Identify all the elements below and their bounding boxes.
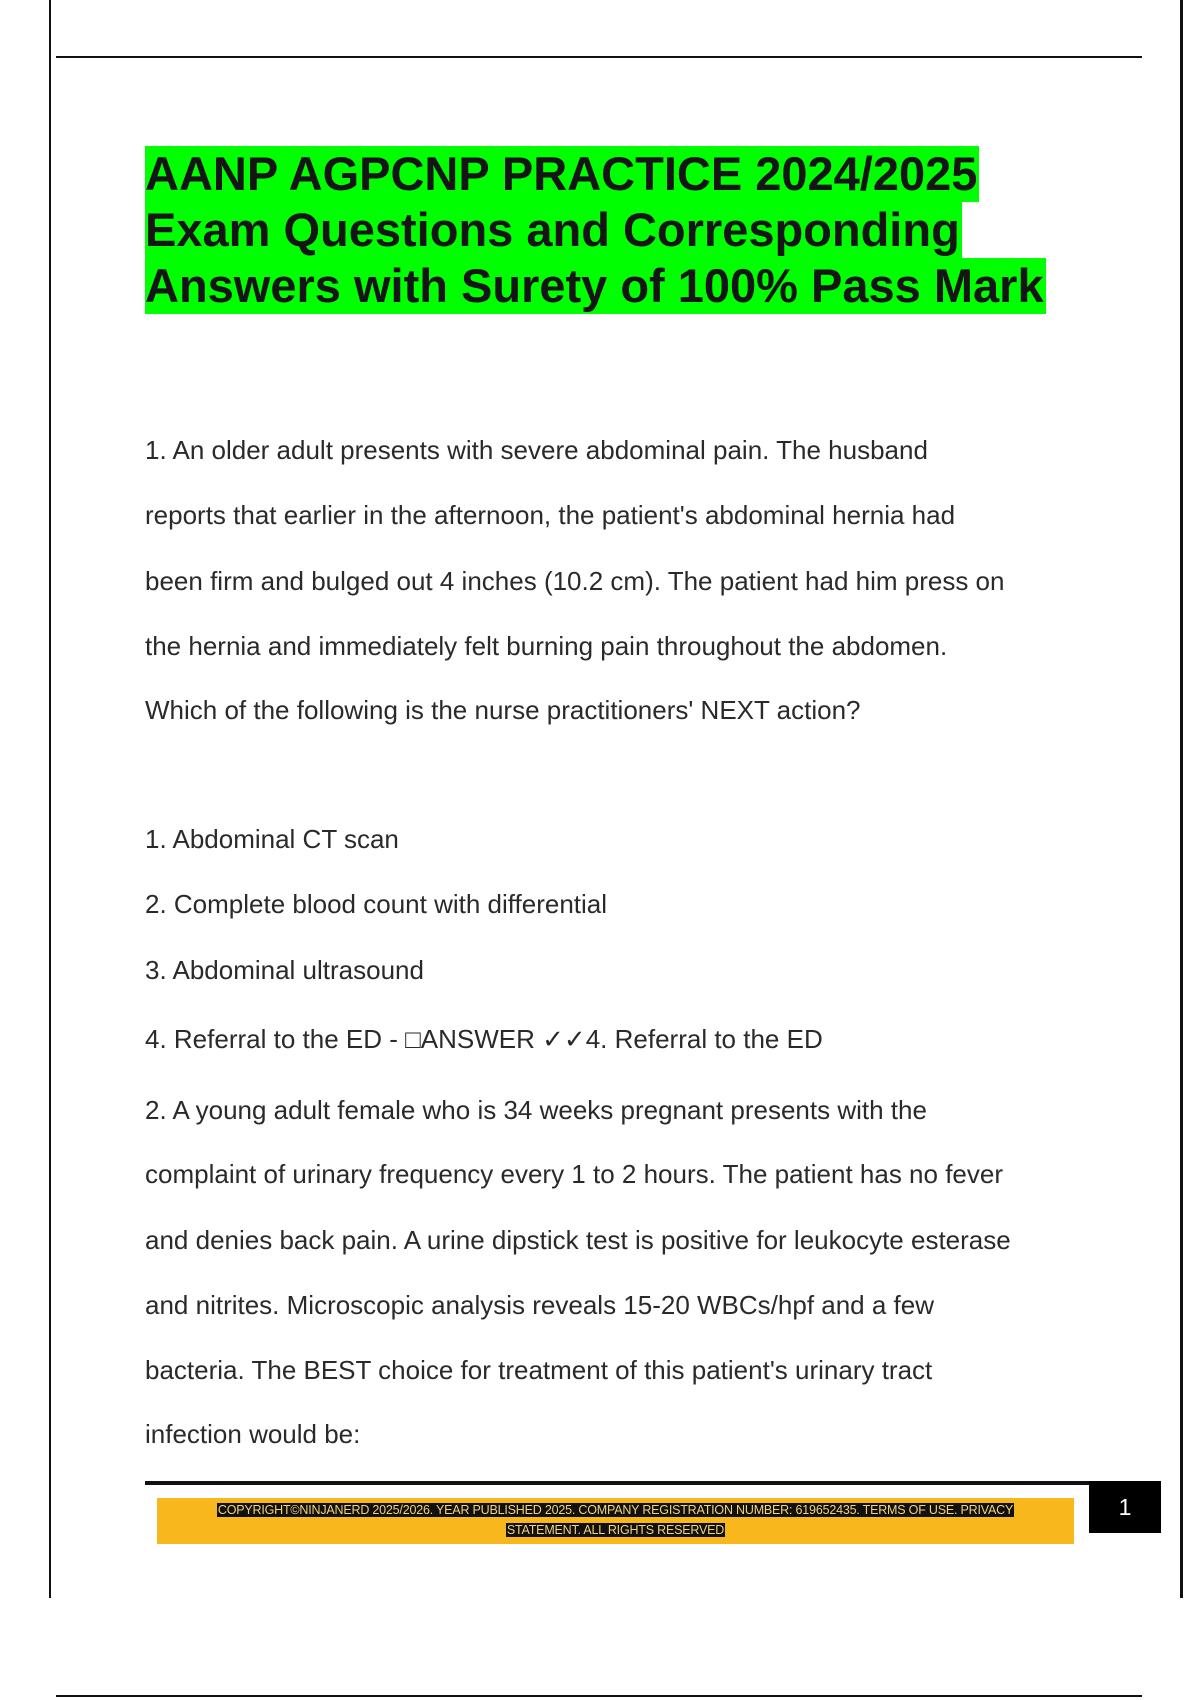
title-line-3: Answers with Surety of 100% Pass Mark bbox=[145, 259, 1044, 312]
question-2-line: complaint of urinary frequency every 1 to 2 hours. The patient has no fever bbox=[145, 1159, 1003, 1189]
question-1-line: reports that earlier in the afternoon, the patient's abdominal hernia had bbox=[145, 500, 956, 530]
answer-option-correct: 4. Referral to the ED - □ANSWER ✓✓4. Referral to the ED bbox=[145, 1024, 823, 1054]
question-2-line: and denies back pain. A urine dipstick test is positive for leukocyte esterase bbox=[145, 1225, 1011, 1255]
question-2-line: bacteria. The BEST choice for treatment of this patient's urinary tract bbox=[145, 1355, 933, 1385]
question-1-line: 1. An older adult presents with severe abdominal pain. The husband bbox=[145, 435, 928, 465]
question-1-line: Which of the following is the nurse practitioners' NEXT action? bbox=[145, 695, 861, 725]
title-line-1: AANP AGPCNP PRACTICE 2024/2025 bbox=[145, 147, 978, 200]
copyright-notice bbox=[157, 1500, 1074, 1540]
question-1-line: the hernia and immediately felt burning pain throughout the abdomen. bbox=[145, 631, 948, 661]
document-title bbox=[145, 146, 1145, 314]
answer-option: 2. Complete blood count with differential bbox=[145, 889, 608, 919]
question-2-line: 2. A young adult female who is 34 weeks pregnant presents with the bbox=[145, 1095, 927, 1125]
page-border-left bbox=[49, 0, 51, 1598]
page-border-right bbox=[1180, 0, 1183, 1598]
question-2-line: and nitrites. Microscopic analysis reveals 15-20 WBCs/hpf and a few bbox=[145, 1290, 935, 1320]
question-2-line: infection would be: bbox=[145, 1419, 361, 1449]
footer-rule bbox=[145, 1481, 1100, 1485]
next-page-top-rule bbox=[56, 1695, 1142, 1697]
question-1-line: been firm and bulged out 4 inches (10.2 cm). The patient had him press on bbox=[145, 566, 1005, 596]
page-number: 1 bbox=[1089, 1481, 1161, 1533]
answer-option: 3. Abdominal ultrasound bbox=[145, 955, 424, 985]
title-line-2: Exam Questions and Corresponding bbox=[145, 203, 960, 256]
answer-option: 1. Abdominal CT scan bbox=[145, 824, 399, 854]
top-rule bbox=[56, 56, 1142, 58]
copyright-line-1: COPYRIGHT©NINJANERD 2025/2026. YEAR PUBLISHED 2025. COMPANY REGISTRATION NUMBER: 619652435. TERMS OF USE. PRIVACY bbox=[217, 1503, 1014, 1517]
copyright-line-2: STATEMENT. ALL RIGHTS RESERVED bbox=[506, 1523, 725, 1537]
